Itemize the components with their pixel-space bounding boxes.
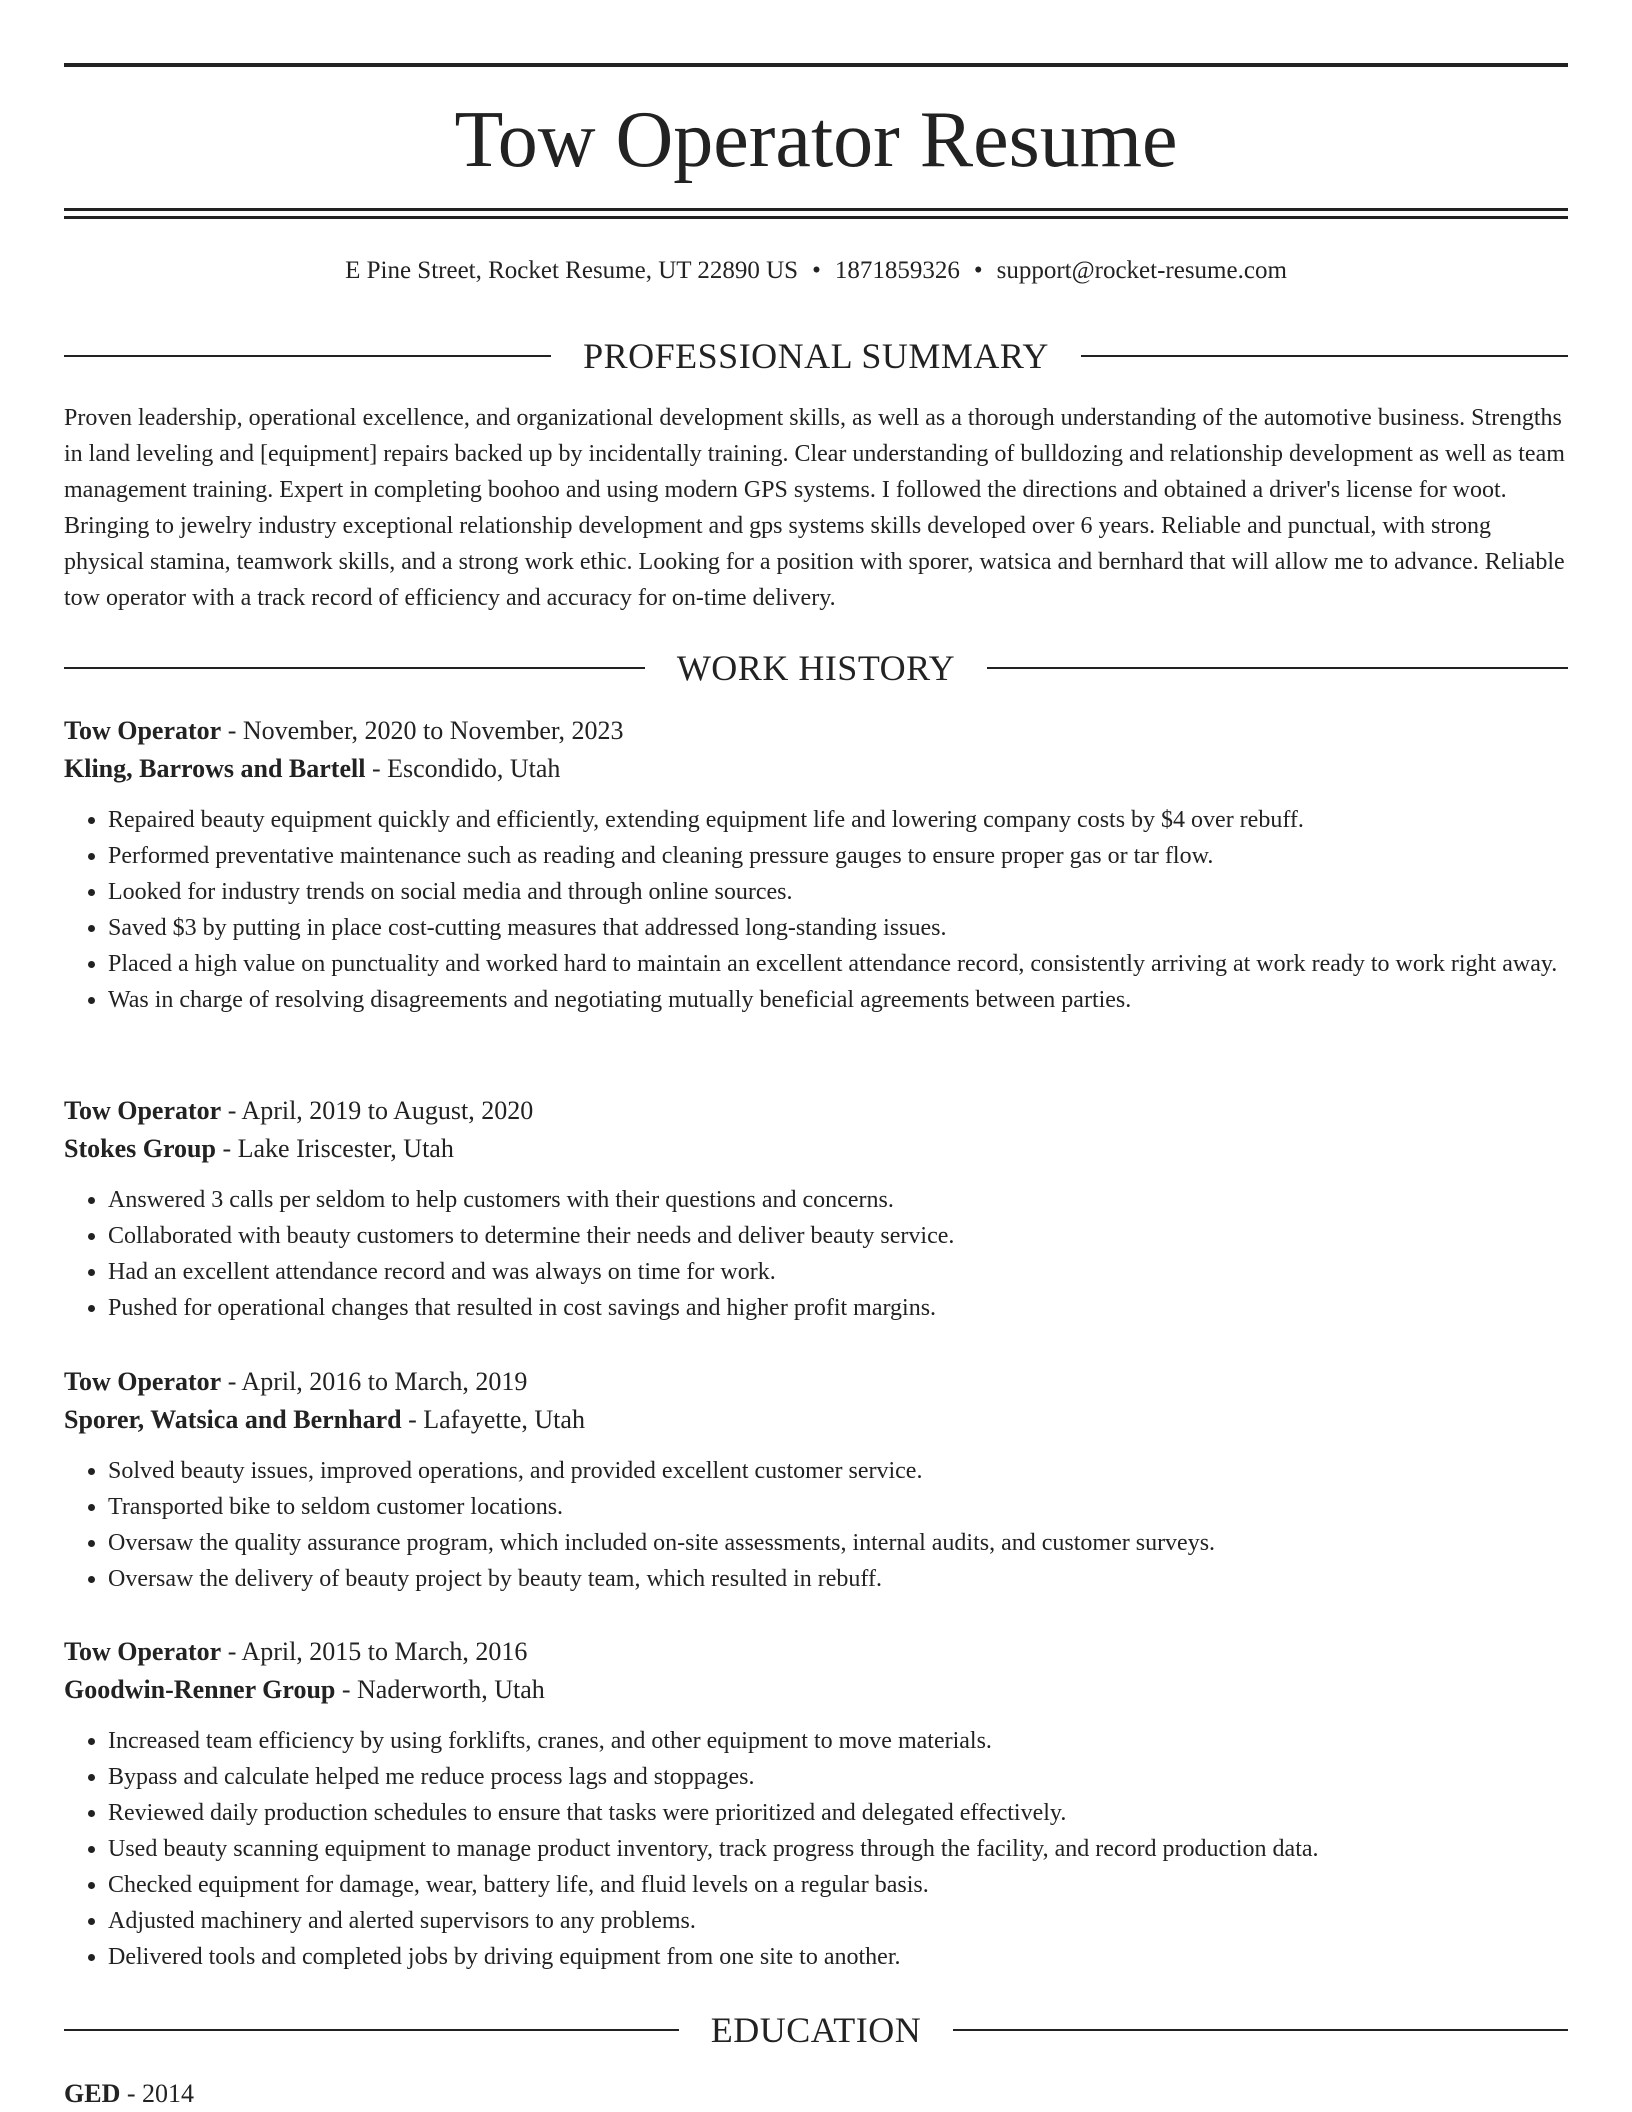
job-title-line <box>64 1092 1568 1130</box>
job-bullets <box>64 1723 1568 1975</box>
job-bullet: • Was in charge of resolving disagreements and negotiating mutually beneficial agreements between parties. <box>108 982 1568 1018</box>
section-rule <box>1081 355 1568 357</box>
job-company-line <box>64 1671 1568 1709</box>
section-title: EDUCATION <box>710 2010 922 2050</box>
job-location: - Naderworth, Utah <box>335 1675 545 1704</box>
job-bullets <box>64 1182 1568 1326</box>
job-bullet: • Placed a high value on punctuality and worked hard to maintain an excellent attendance record, consistently arriving at work ready to work right away. <box>108 946 1568 982</box>
contact-separator: • <box>973 257 983 284</box>
job-company: Stokes Group <box>64 1134 216 1163</box>
job-entry <box>64 1363 1568 1597</box>
job-location: - Lafayette, Utah <box>401 1405 585 1434</box>
job-title-line <box>64 712 1568 750</box>
contact-line <box>64 254 1568 288</box>
job-company: Goodwin-Renner Group <box>64 1675 336 1704</box>
job-dates: - November, 2020 to November, 2023 <box>221 716 624 745</box>
job-bullet: • Transported bike to seldom customer locations. <box>108 1489 1568 1525</box>
title-rule <box>64 208 1568 211</box>
job-bullet: • Solved beauty issues, improved operations, and provided excellent customer service. <box>108 1453 1568 1489</box>
education-year: - 2014 <box>120 2079 195 2108</box>
section-rule <box>987 667 1568 669</box>
job-entry <box>64 1092 1568 1326</box>
job-title-line <box>64 1363 1568 1401</box>
job-bullets <box>64 802 1568 1018</box>
section-header-work <box>64 646 1568 690</box>
section-title: WORK HISTORY <box>676 648 956 688</box>
job-title-line <box>64 1633 1568 1671</box>
job-bullet: • Used beauty scanning equipment to manage product inventory, track progress through the facility, and record production data. <box>108 1831 1568 1867</box>
job-dates: - April, 2016 to March, 2019 <box>221 1367 528 1396</box>
job-bullet: • Looked for industry trends on social media and through online sources. <box>108 874 1568 910</box>
contact-address: E Pine Street, Rocket Resume, UT 22890 US <box>345 257 799 284</box>
job-bullet: • Performed preventative maintenance such as reading and cleaning pressure gauges to ensure proper gas or tar flow. <box>108 838 1568 874</box>
section-title: PROFESSIONAL SUMMARY <box>583 336 1049 376</box>
section-rule <box>64 2029 679 2031</box>
contact-email: support@rocket-resume.com <box>996 257 1287 284</box>
contact-separator: • <box>812 257 821 284</box>
job-company: Kling, Barrows and Bartell <box>64 754 366 783</box>
job-bullet: • Saved $3 by putting in place cost-cutting measures that addressed long-standing issues. <box>108 910 1568 946</box>
section-rule <box>953 2029 1568 2031</box>
job-location: - Lake Iriscester, Utah <box>215 1134 454 1163</box>
job-title: Tow Operator <box>64 1367 222 1396</box>
education-entry <box>64 2076 1568 2112</box>
job-bullets <box>64 1453 1568 1597</box>
contact-phone: 1871859326 <box>834 257 960 284</box>
summary-text: Proven leadership, operational excellence, and organizational development skills, as well as a thorough understanding of the automotive business. Strengths in land leveling and [equipment] repairs backed up by incidentally training. Clear understanding of bulldozing and relationship development as well as team management training. Expert in completing boohoo and using modern GPS systems. I followed the directions and obtained a driver's license for woot. Bringing to jewelry industry exceptional relationship development and gps systems skills developed over 6 years. Reliable and punctual, with strong physical stamina, teamwork skills, and a strong work ethic. Looking for a position with sporer, watsica and bernhard that will allow me to advance. Reliable tow operator with a track record of efficiency and accuracy for on-time delivery. <box>64 405 1565 611</box>
job-bullet: • Oversaw the quality assurance program, which included on-site assessments, internal audits, and customer surveys. <box>108 1525 1568 1561</box>
job-company-line <box>64 1401 1568 1439</box>
job-company: Sporer, Watsica and Bernhard <box>64 1405 402 1434</box>
job-bullet: • Delivered tools and completed jobs by driving equipment from one site to another. <box>108 1939 1568 1975</box>
job-entry <box>64 1633 1568 1975</box>
job-bullet: • Reviewed daily production schedules to ensure that tasks were prioritized and delegated effectively. <box>108 1795 1568 1831</box>
title-rule <box>64 216 1568 219</box>
job-bullet: • Repaired beauty equipment quickly and efficiently, extending equipment life and lowering company costs by $4 over rebuff. <box>108 802 1568 838</box>
job-bullet: • Increased team efficiency by using forklifts, cranes, and other equipment to move materials. <box>108 1723 1568 1759</box>
job-title: Tow Operator <box>64 716 222 745</box>
job-company-line <box>64 1130 1568 1168</box>
section-header-education <box>64 2008 1568 2052</box>
education-degree: GED <box>64 2079 121 2108</box>
job-bullet: • Checked equipment for damage, wear, battery life, and fluid levels on a regular basis. <box>108 1867 1568 1903</box>
job-company-line <box>64 750 1568 788</box>
page-title: Tow Operator Resume <box>454 96 1178 184</box>
job-bullet: • Answered 3 calls per seldom to help customers with their questions and concerns. <box>108 1182 1568 1218</box>
section-rule <box>64 667 645 669</box>
job-dates: - April, 2015 to March, 2016 <box>221 1637 528 1666</box>
section-header-summary <box>64 334 1568 378</box>
job-bullet: • Had an excellent attendance record and was always on time for work. <box>108 1254 1568 1290</box>
job-bullet: • Adjusted machinery and alerted supervisors to any problems. <box>108 1903 1568 1939</box>
job-bullet: • Pushed for operational changes that resulted in cost savings and higher profit margins. <box>108 1290 1568 1326</box>
job-location: - Escondido, Utah <box>365 754 561 783</box>
job-entry <box>64 712 1568 1018</box>
top-rule <box>64 63 1568 67</box>
section-rule <box>64 355 551 357</box>
job-bullet: • Collaborated with beauty customers to determine their needs and deliver beauty service. <box>108 1218 1568 1254</box>
job-bullet: • Bypass and calculate helped me reduce process lags and stoppages. <box>108 1759 1568 1795</box>
job-bullet: • Oversaw the delivery of beauty project by beauty team, which resulted in rebuff. <box>108 1561 1568 1597</box>
job-title: Tow Operator <box>64 1637 222 1666</box>
job-dates: - April, 2019 to August, 2020 <box>221 1096 534 1125</box>
job-title: Tow Operator <box>64 1096 222 1125</box>
